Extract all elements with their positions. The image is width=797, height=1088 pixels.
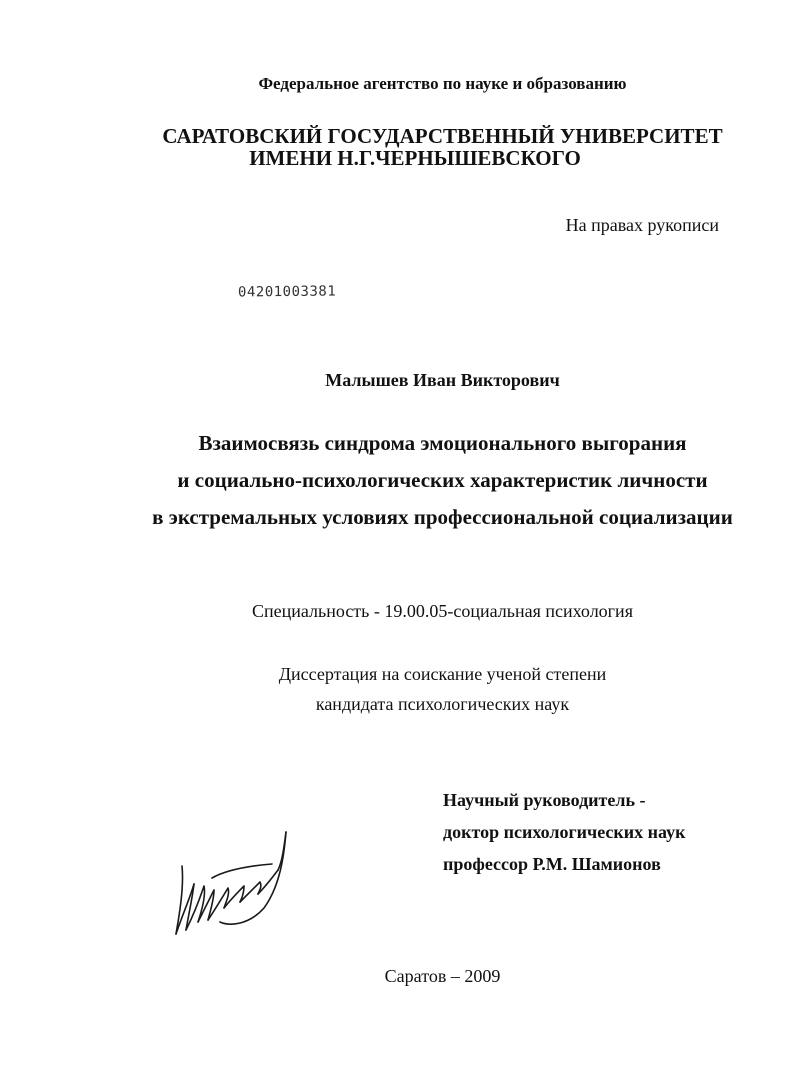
dissertation-degree-line1: Диссертация на соискание ученой степени [278,664,607,684]
advisor-role: Научный руководитель - [443,790,646,810]
dissertation-degree-line2: кандидата психологических наук [315,694,570,714]
thesis-title-line-2: и социально-психологических характеристик личности [177,468,708,492]
advisor-degree: доктор психологических наук [443,822,686,842]
university-name-line2: ИМЕНИ Н.Г.ЧЕРНЫШЕВСКОГО [249,146,581,170]
stamp-code: 04201003381 [237,283,337,301]
advisor-name: профессор Р.М. Шамионов [443,854,661,874]
specialty: Специальность - 19.00.05-социальная психология [252,601,633,621]
agency-name: Федеральное агентство по науке и образованию [258,74,627,93]
city-year: Саратов – 2009 [384,966,501,986]
thesis-title-line-3: в экстремальных условиях профессиональной социализации [152,505,733,529]
author-name: Малышев Иван Викторович [325,370,560,390]
thesis-title-line-1: Взаимосвязь синдрома эмоционального выгорания [198,431,687,455]
handwritten-signature [168,826,298,941]
rights-note: На правах рукописи [565,215,719,235]
university-name-line1: САРАТОВСКИЙ ГОСУДАРСТВЕННЫЙ УНИВЕРСИТЕТ [162,124,723,148]
